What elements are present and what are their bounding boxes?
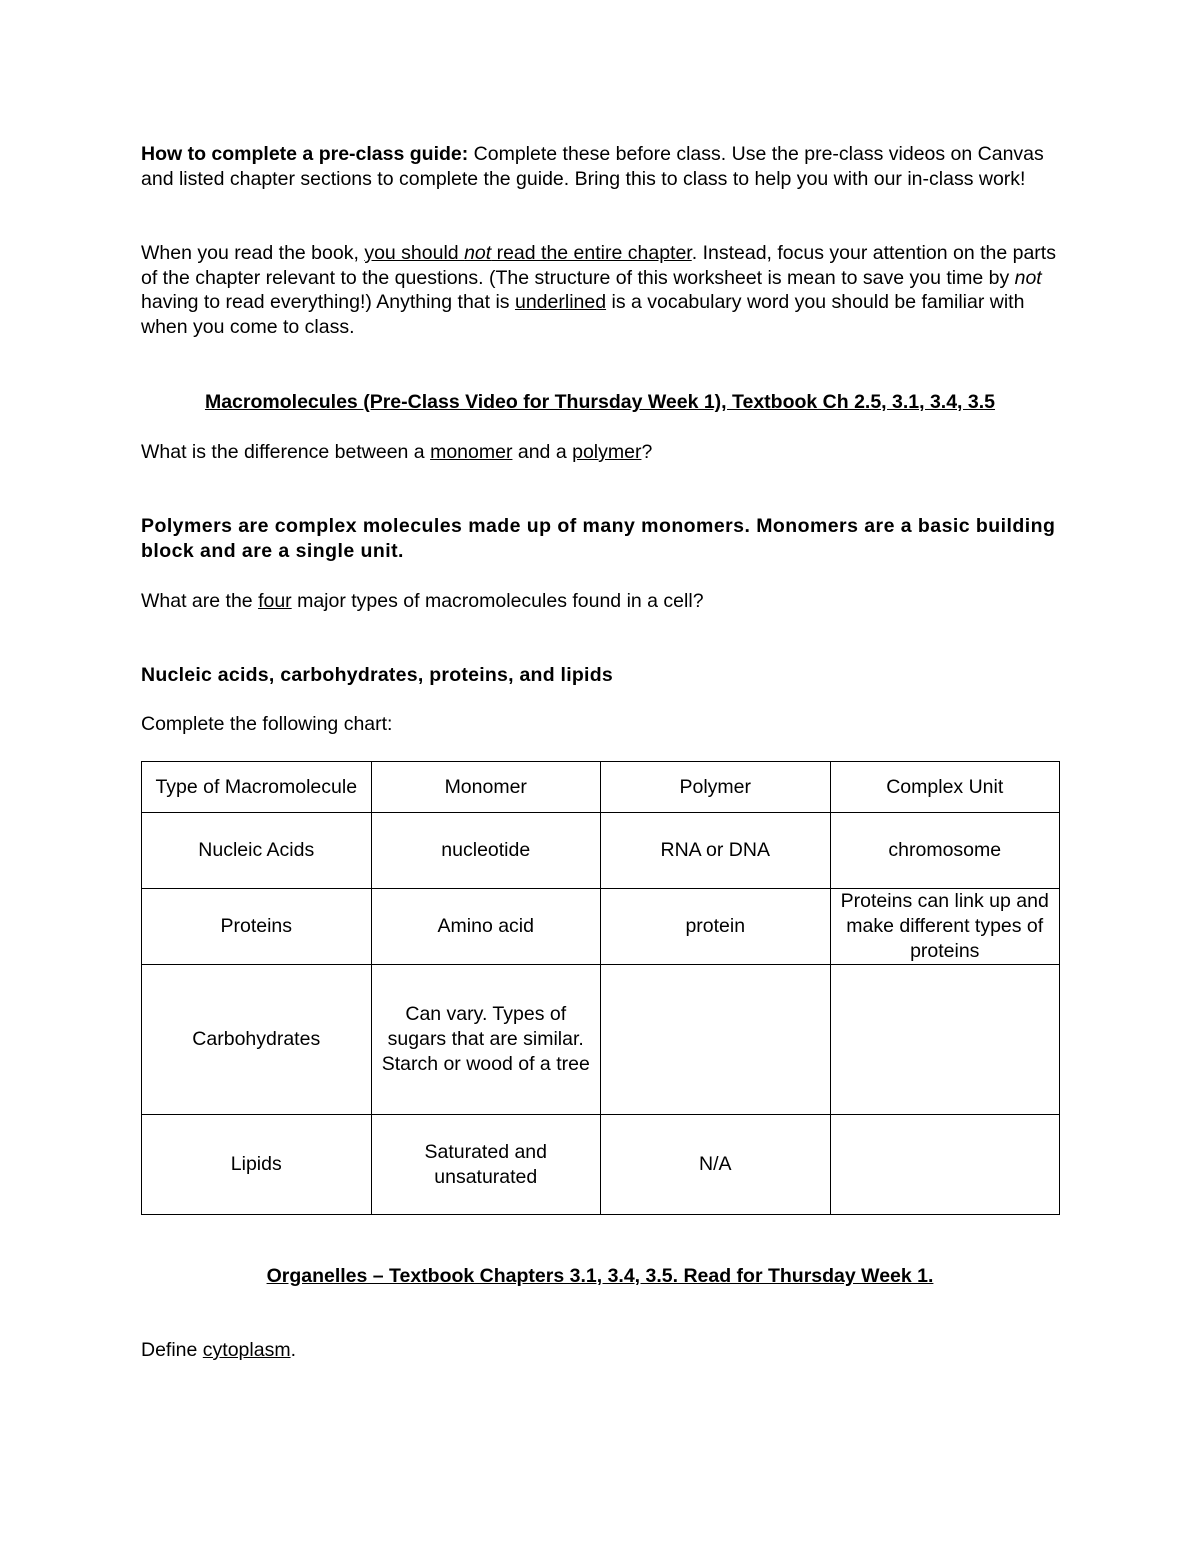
reading-note-text-3: having to read everything!) Anything that is xyxy=(141,291,515,313)
vocab-polymer: polymer xyxy=(572,441,642,463)
table-cell: chromosome xyxy=(830,813,1060,889)
table-row xyxy=(142,813,1060,889)
reading-note-italic-not: not xyxy=(1014,266,1042,289)
table-cell xyxy=(830,1115,1060,1215)
reading-note-text-2: . Instead, focus your attention on the parts of the chapter relevant to the questions. (The structure of this worksheet is mean to save you time by xyxy=(141,242,1056,289)
table-cell: Nucleic Acids xyxy=(142,813,372,889)
table-cell: Proteins xyxy=(142,889,372,965)
chart-instruction: Complete the following chart: xyxy=(141,713,393,735)
reading-note-underline-a: you should xyxy=(364,242,465,264)
vocab-cytoplasm: cytoplasm xyxy=(202,1339,291,1361)
reading-note-text-4: is a vocabulary word you should be familiar with when you come to class. xyxy=(141,291,1025,338)
table-cell: Proteins can link up and make different types of proteins xyxy=(830,889,1060,965)
table-row xyxy=(142,965,1060,1115)
q4-text-a: Define xyxy=(141,1339,203,1361)
question-four-types xyxy=(141,589,704,614)
intro-paragraph xyxy=(141,142,1059,191)
table-row xyxy=(142,889,1060,965)
table-cell: nucleotide xyxy=(371,813,601,889)
q1-text-c: ? xyxy=(641,441,653,463)
question-define-cytoplasm xyxy=(141,1338,296,1363)
macromolecule-table xyxy=(141,761,1060,1215)
header-cell: Polymer xyxy=(601,762,831,813)
header-cell: Complex Unit xyxy=(830,762,1060,813)
q1-text-a: What is the difference between a xyxy=(141,441,431,463)
table-cell: Lipids xyxy=(142,1115,372,1215)
table-cell: Saturated and unsaturated xyxy=(371,1115,601,1215)
reading-note-text: When you read the book, xyxy=(141,242,365,264)
answer-four-types: Nucleic acids, carbohydrates, proteins, and lipids xyxy=(141,664,613,686)
q4-text-b: . xyxy=(290,1339,296,1361)
reading-note-underlined-word: underlined xyxy=(514,291,607,313)
reading-note-underline-b: read the entire chapter xyxy=(491,242,692,264)
q1-text-b: and a xyxy=(512,441,573,463)
table-row xyxy=(142,1115,1060,1215)
reading-note-underlined-phrase xyxy=(364,242,691,264)
header-cell: Monomer xyxy=(371,762,601,813)
q2-text-a: What are the xyxy=(141,590,259,612)
intro-text: Complete these before class. Use the pre-class videos on Canvas and listed chapter sections to complete the guide. Bring this to class to help you with our in-class work! xyxy=(141,143,1044,190)
header-cell: Type of Macromolecule xyxy=(142,762,372,813)
reading-note-paragraph xyxy=(141,241,1059,339)
q2-text-b: major types of macromolecules found in a cell? xyxy=(291,590,704,612)
section-heading-macromolecules: Macromolecules (Pre-Class Video for Thursday Week 1), Textbook Ch 2.5, 3.1, 3.4, 3.5 xyxy=(204,391,996,413)
table-cell: Can vary. Types of sugars that are similar. Starch or wood of a tree xyxy=(371,965,601,1115)
vocab-monomer: monomer xyxy=(430,441,513,463)
table-cell xyxy=(830,965,1060,1115)
table-cell xyxy=(601,965,831,1115)
table-cell: RNA or DNA xyxy=(601,813,831,889)
table-header-row xyxy=(142,762,1060,813)
table-cell: Amino acid xyxy=(371,889,601,965)
section-heading-organelles: Organelles – Textbook Chapters 3.1, 3.4, 3.5. Read for Thursday Week 1. xyxy=(266,1265,934,1287)
intro-lead: How to complete a pre-class guide: xyxy=(141,143,469,165)
reading-note-underline-italic: not xyxy=(464,242,492,264)
question-monomer-polymer xyxy=(141,440,652,465)
vocab-four: four xyxy=(258,590,292,612)
table-cell: protein xyxy=(601,889,831,965)
table-cell: N/A xyxy=(601,1115,831,1215)
table-cell: Carbohydrates xyxy=(142,965,372,1115)
answer-monomer-polymer: Polymers are complex molecules made up of many monomers. Monomers are a basic building block and are a single unit. xyxy=(141,515,1056,562)
